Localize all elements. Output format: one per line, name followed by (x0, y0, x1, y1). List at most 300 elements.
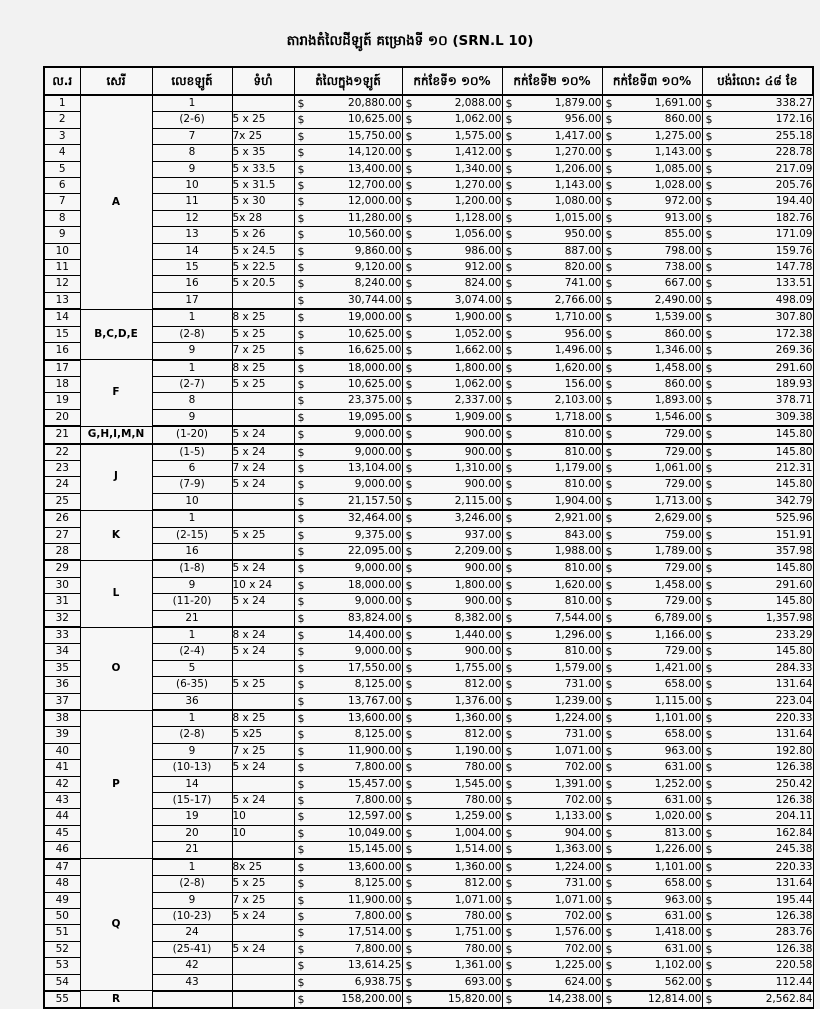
cell-deposit-month2: $ 1,879.00 (502, 95, 602, 112)
currency-symbol: $ (405, 777, 413, 791)
cell-size (232, 660, 294, 676)
currency-symbol: $ (505, 377, 513, 391)
currency-symbol: $ (505, 926, 513, 940)
cell-deposit-month1: $ 2,115.00 (402, 493, 502, 510)
currency-symbol: $ (405, 562, 413, 576)
cell-lot-number: (2-8) (152, 876, 232, 892)
currency-symbol: $ (505, 629, 513, 642)
cell-installment: $ 269.36 (702, 343, 813, 360)
table-row (44, 227, 813, 243)
currency-symbol: $ (297, 293, 305, 307)
cell-row-number: 55 (44, 991, 80, 1008)
cell-deposit-month3: $ 12,814.00 (602, 991, 702, 1008)
cell-lot-number: 1 (152, 859, 232, 876)
cell-price: $ 22,095.00 (294, 543, 402, 560)
currency-symbol: $ (297, 877, 305, 891)
currency-symbol: $ (505, 445, 513, 459)
cell-price: $ 17,550.00 (294, 660, 402, 676)
cell-lot-number: (2-6) (152, 112, 232, 128)
currency-symbol: $ (505, 843, 513, 857)
cell-price: $ 7,800.00 (294, 941, 402, 957)
cell-row-number: 24 (44, 477, 80, 493)
cell-price: $ 9,000.00 (294, 477, 402, 493)
cell-size: 5 x 25 (232, 876, 294, 892)
currency-symbol: $ (605, 975, 613, 989)
currency-symbol: $ (297, 277, 305, 291)
table-row (44, 594, 813, 610)
table-row (44, 376, 813, 392)
cell-size: 7 x 25 (232, 343, 294, 360)
cell-series: A (80, 95, 152, 309)
cell-deposit-month2: $ 7,544.00 (502, 610, 602, 627)
cell-deposit-month2: $ 1,133.00 (502, 809, 602, 825)
currency-symbol: $ (705, 678, 713, 692)
cell-installment: $ 498.09 (702, 292, 813, 309)
cell-deposit-month3: $ 2,490.00 (602, 292, 702, 309)
cell-price: $ 12,597.00 (294, 809, 402, 825)
cell-deposit-month1: $ 812.00 (402, 876, 502, 892)
cell-row-number: 17 (44, 360, 80, 377)
cell-price: $ 9,860.00 (294, 243, 402, 259)
currency-symbol: $ (405, 761, 413, 775)
currency-symbol: $ (705, 146, 713, 160)
cell-size: 8 x 25 (232, 710, 294, 727)
cell-price: $ 14,120.00 (294, 145, 402, 161)
cell-deposit-month2: $ 810.00 (502, 444, 602, 461)
cell-row-number: 7 (44, 194, 80, 210)
currency-symbol: $ (505, 428, 513, 442)
cell-deposit-month3: $ 1,421.00 (602, 660, 702, 676)
currency-symbol: $ (605, 694, 613, 708)
currency-symbol: $ (297, 195, 305, 209)
cell-size (232, 842, 294, 859)
currency-symbol: $ (505, 461, 513, 475)
cell-price: $ 9,000.00 (294, 644, 402, 660)
currency-symbol: $ (297, 694, 305, 708)
cell-installment: $ 145.80 (702, 426, 813, 443)
cell-deposit-month3: $ 1,539.00 (602, 309, 702, 326)
cell-lot-number: 9 (152, 577, 232, 593)
currency-symbol: $ (705, 562, 713, 576)
currency-symbol: $ (705, 377, 713, 391)
cell-price: $ 16,625.00 (294, 343, 402, 360)
currency-symbol: $ (605, 394, 613, 408)
cell-lot-number: 12 (152, 210, 232, 226)
cell-deposit-month1: $ 1,662.00 (402, 343, 502, 360)
column-header-no: ល.រ (44, 67, 80, 95)
cell-installment: $ 245.38 (702, 842, 813, 859)
table-row (44, 128, 813, 144)
cell-lot-number: (2-8) (152, 727, 232, 743)
currency-symbol: $ (297, 777, 305, 791)
cell-size: 8 x 25 (232, 360, 294, 377)
currency-symbol: $ (405, 909, 413, 923)
cell-deposit-month1: $ 3,074.00 (402, 292, 502, 309)
cell-deposit-month2: $ 810.00 (502, 477, 602, 493)
currency-symbol: $ (505, 794, 513, 808)
table-row (44, 760, 813, 776)
cell-deposit-month3: $ 860.00 (602, 112, 702, 128)
currency-symbol: $ (605, 893, 613, 907)
currency-symbol: $ (605, 744, 613, 758)
cell-installment: $ 220.33 (702, 859, 813, 876)
cell-deposit-month3: $ 1,275.00 (602, 128, 702, 144)
cell-row-number: 45 (44, 825, 80, 841)
cell-deposit-month3: $ 798.00 (602, 243, 702, 259)
cell-price: $ 9,120.00 (294, 260, 402, 276)
cell-row-number: 54 (44, 974, 80, 991)
cell-series: R (80, 991, 152, 1008)
currency-symbol: $ (405, 942, 413, 956)
cell-deposit-month2: $ 1,179.00 (502, 460, 602, 476)
cell-size: 5 x 25 (232, 527, 294, 543)
currency-symbol: $ (605, 777, 613, 791)
cell-installment: $ 309.38 (702, 409, 813, 426)
cell-deposit-month1: $ 1,440.00 (402, 627, 502, 644)
cell-installment: $ 250.42 (702, 776, 813, 792)
currency-symbol: $ (705, 761, 713, 775)
currency-symbol: $ (505, 544, 513, 558)
cell-deposit-month3: $ 729.00 (602, 644, 702, 660)
cell-deposit-month1: $ 1,340.00 (402, 161, 502, 177)
cell-deposit-month2: $ 624.00 (502, 974, 602, 991)
cell-row-number: 46 (44, 842, 80, 859)
cell-row-number: 47 (44, 859, 80, 876)
currency-symbol: $ (405, 97, 413, 110)
cell-row-number: 52 (44, 941, 80, 957)
cell-price: $ 32,464.00 (294, 510, 402, 527)
currency-symbol: $ (505, 595, 513, 609)
table-row (44, 309, 813, 326)
cell-installment: $ 145.80 (702, 477, 813, 493)
cell-price: $ 8,125.00 (294, 677, 402, 693)
currency-symbol: $ (297, 728, 305, 742)
table-row (44, 710, 813, 727)
cell-deposit-month3: $ 1,166.00 (602, 627, 702, 644)
cell-installment: $ 147.78 (702, 260, 813, 276)
cell-deposit-month1: $ 1,360.00 (402, 859, 502, 876)
cell-installment: $ 284.33 (702, 660, 813, 676)
cell-deposit-month3: $ 738.00 (602, 260, 702, 276)
table-row (44, 859, 813, 876)
table-row (44, 958, 813, 974)
cell-price: $ 9,375.00 (294, 527, 402, 543)
currency-symbol: $ (297, 744, 305, 758)
cell-size: 5 x25 (232, 727, 294, 743)
table-header (44, 67, 813, 95)
cell-deposit-month2: $ 741.00 (502, 276, 602, 292)
cell-price: $ 9,000.00 (294, 426, 402, 443)
currency-symbol: $ (297, 893, 305, 907)
cell-price: $ 12,000.00 (294, 194, 402, 210)
currency-symbol: $ (405, 645, 413, 659)
cell-deposit-month3: $ 1,893.00 (602, 393, 702, 409)
cell-price: $ 8,240.00 (294, 276, 402, 292)
currency-symbol: $ (297, 645, 305, 659)
table-row (44, 693, 813, 710)
cell-deposit-month1: $ 1,128.00 (402, 210, 502, 226)
cell-installment: $ 228.78 (702, 145, 813, 161)
table-row (44, 194, 813, 210)
currency-symbol: $ (605, 410, 613, 424)
currency-symbol: $ (705, 544, 713, 558)
currency-symbol: $ (705, 777, 713, 791)
currency-symbol: $ (297, 494, 305, 508)
currency-symbol: $ (705, 810, 713, 824)
cell-price: $ 10,625.00 (294, 326, 402, 342)
cell-size (232, 510, 294, 527)
cell-price: $ 8,125.00 (294, 876, 402, 892)
cell-installment: $ 145.80 (702, 594, 813, 610)
currency-symbol: $ (705, 843, 713, 857)
currency-symbol: $ (297, 361, 305, 375)
currency-symbol: $ (297, 562, 305, 576)
currency-symbol: $ (505, 146, 513, 160)
cell-deposit-month3: $ 729.00 (602, 444, 702, 461)
currency-symbol: $ (705, 578, 713, 592)
currency-symbol: $ (405, 344, 413, 358)
table-row (44, 644, 813, 660)
currency-symbol: $ (705, 975, 713, 989)
cell-deposit-month3: $ 1,458.00 (602, 577, 702, 593)
currency-symbol: $ (605, 211, 613, 225)
cell-row-number: 1 (44, 95, 80, 112)
currency-symbol: $ (605, 277, 613, 291)
currency-symbol: $ (405, 179, 413, 193)
currency-symbol: $ (705, 926, 713, 940)
cell-row-number: 25 (44, 493, 80, 510)
currency-symbol: $ (505, 410, 513, 424)
currency-symbol: $ (405, 975, 413, 989)
cell-deposit-month3: $ 1,226.00 (602, 842, 702, 859)
cell-deposit-month2: $ 1,988.00 (502, 543, 602, 560)
cell-size: 5 x 26 (232, 227, 294, 243)
cell-deposit-month1: $ 1,545.00 (402, 776, 502, 792)
cell-deposit-month3: $ 1,458.00 (602, 360, 702, 377)
cell-size: 8 x 25 (232, 309, 294, 326)
currency-symbol: $ (605, 712, 613, 726)
currency-symbol: $ (705, 113, 713, 127)
cell-installment: $ 233.29 (702, 627, 813, 644)
cell-lot-number: 16 (152, 276, 232, 292)
table-row (44, 276, 813, 292)
cell-row-number: 5 (44, 161, 80, 177)
currency-symbol: $ (605, 528, 613, 542)
cell-deposit-month3: $ 860.00 (602, 326, 702, 342)
cell-row-number: 28 (44, 543, 80, 560)
cell-lot-number: 17 (152, 292, 232, 309)
cell-deposit-month3: $ 963.00 (602, 892, 702, 908)
cell-installment: $ 145.80 (702, 444, 813, 461)
table-row (44, 825, 813, 841)
currency-symbol: $ (505, 97, 513, 110)
cell-deposit-month1: $ 2,337.00 (402, 393, 502, 409)
cell-lot-number (152, 991, 232, 1008)
currency-symbol: $ (705, 595, 713, 609)
currency-symbol: $ (605, 826, 613, 840)
cell-row-number: 22 (44, 444, 80, 461)
cell-lot-number: (7-9) (152, 477, 232, 493)
cell-price: $ 83,824.00 (294, 610, 402, 627)
currency-symbol: $ (705, 179, 713, 193)
cell-price: $ 21,157.50 (294, 493, 402, 510)
currency-symbol: $ (505, 694, 513, 708)
cell-deposit-month2: $ 731.00 (502, 677, 602, 693)
currency-symbol: $ (405, 877, 413, 891)
cell-lot-number: 21 (152, 842, 232, 859)
table-row (44, 991, 813, 1008)
cell-series: J (80, 444, 152, 511)
cell-size (232, 292, 294, 309)
currency-symbol: $ (705, 293, 713, 307)
currency-symbol: $ (405, 694, 413, 708)
currency-symbol: $ (505, 728, 513, 742)
table-row (44, 178, 813, 194)
currency-symbol: $ (705, 992, 713, 1006)
cell-size: 10 x 24 (232, 577, 294, 593)
cell-size (232, 95, 294, 112)
table-row (44, 360, 813, 377)
cell-size: 5 x 25 (232, 326, 294, 342)
cell-deposit-month2: $ 843.00 (502, 527, 602, 543)
table-body (44, 95, 813, 1008)
cell-deposit-month1: $ 780.00 (402, 941, 502, 957)
cell-row-number: 9 (44, 227, 80, 243)
cell-deposit-month2: $ 1,579.00 (502, 660, 602, 676)
cell-deposit-month2: $ 1,143.00 (502, 178, 602, 194)
currency-symbol: $ (297, 410, 305, 424)
currency-symbol: $ (505, 562, 513, 576)
cell-deposit-month1: $ 1,376.00 (402, 693, 502, 710)
currency-symbol: $ (505, 129, 513, 143)
currency-symbol: $ (605, 992, 613, 1006)
currency-symbol: $ (505, 992, 513, 1006)
cell-deposit-month2: $ 1,296.00 (502, 627, 602, 644)
currency-symbol: $ (705, 162, 713, 176)
currency-symbol: $ (605, 810, 613, 824)
cell-installment: $ 126.38 (702, 793, 813, 809)
cell-installment: $ 220.33 (702, 710, 813, 727)
cell-lot-number: 7 (152, 128, 232, 144)
currency-symbol: $ (297, 377, 305, 391)
table-row (44, 892, 813, 908)
cell-price: $ 13,600.00 (294, 859, 402, 876)
cell-installment: $ 182.76 (702, 210, 813, 226)
cell-installment: $ 223.04 (702, 693, 813, 710)
currency-symbol: $ (505, 826, 513, 840)
cell-lot-number: 6 (152, 460, 232, 476)
cell-row-number: 18 (44, 376, 80, 392)
currency-symbol: $ (505, 877, 513, 891)
cell-size: 5 x 25 (232, 677, 294, 693)
cell-deposit-month3: $ 631.00 (602, 793, 702, 809)
currency-symbol: $ (605, 228, 613, 242)
cell-size: 5 x 24 (232, 594, 294, 610)
currency-symbol: $ (405, 712, 413, 726)
currency-symbol: $ (505, 678, 513, 692)
currency-symbol: $ (297, 992, 305, 1006)
cell-deposit-month2: $ 702.00 (502, 793, 602, 809)
cell-size: 5 x 25 (232, 376, 294, 392)
currency-symbol: $ (405, 244, 413, 258)
cell-deposit-month3: $ 2,629.00 (602, 510, 702, 527)
cell-size: 7 x 25 (232, 743, 294, 759)
currency-symbol: $ (605, 344, 613, 358)
currency-symbol: $ (405, 327, 413, 341)
cell-size: 5 x 33.5 (232, 161, 294, 177)
cell-row-number: 32 (44, 610, 80, 627)
cell-size (232, 974, 294, 991)
currency-symbol: $ (405, 926, 413, 940)
currency-symbol: $ (605, 645, 613, 659)
cell-lot-number: (2-15) (152, 527, 232, 543)
cell-deposit-month1: $ 1,360.00 (402, 710, 502, 727)
currency-symbol: $ (605, 361, 613, 375)
cell-deposit-month1: $ 1,800.00 (402, 360, 502, 377)
currency-symbol: $ (405, 377, 413, 391)
cell-row-number: 38 (44, 710, 80, 727)
currency-symbol: $ (705, 211, 713, 225)
currency-symbol: $ (705, 361, 713, 375)
cell-size: 5 x 24 (232, 426, 294, 443)
currency-symbol: $ (605, 761, 613, 775)
currency-symbol: $ (705, 261, 713, 275)
cell-deposit-month1: $ 15,820.00 (402, 991, 502, 1008)
currency-symbol: $ (505, 661, 513, 675)
cell-deposit-month3: $ 658.00 (602, 727, 702, 743)
cell-row-number: 36 (44, 677, 80, 693)
cell-price: $ 158,200.00 (294, 991, 402, 1008)
cell-price: $ 9,000.00 (294, 444, 402, 461)
cell-installment: $ 342.79 (702, 493, 813, 510)
table-row (44, 493, 813, 510)
cell-deposit-month1: $ 1,361.00 (402, 958, 502, 974)
cell-size: 5 x 24 (232, 477, 294, 493)
cell-installment: $ 204.11 (702, 809, 813, 825)
currency-symbol: $ (605, 97, 613, 110)
cell-installment: $ 189.93 (702, 376, 813, 392)
cell-lot-number: 11 (152, 194, 232, 210)
cell-price: $ 13,767.00 (294, 693, 402, 710)
currency-symbol: $ (405, 578, 413, 592)
cell-size (232, 493, 294, 510)
currency-symbol: $ (405, 826, 413, 840)
cell-installment: $ 159.76 (702, 243, 813, 259)
currency-symbol: $ (605, 942, 613, 956)
currency-symbol: $ (405, 461, 413, 475)
cell-deposit-month2: $ 956.00 (502, 326, 602, 342)
cell-deposit-month2: $ 1,496.00 (502, 343, 602, 360)
cell-deposit-month2: $ 731.00 (502, 727, 602, 743)
currency-symbol: $ (705, 528, 713, 542)
currency-symbol: $ (405, 661, 413, 675)
cell-deposit-month1: $ 1,062.00 (402, 376, 502, 392)
currency-symbol: $ (705, 311, 713, 325)
cell-size: 5 x 25 (232, 112, 294, 128)
currency-symbol: $ (605, 377, 613, 391)
cell-size: 8x 25 (232, 859, 294, 876)
currency-symbol: $ (405, 794, 413, 808)
currency-symbol: $ (705, 478, 713, 492)
currency-symbol: $ (505, 611, 513, 625)
currency-symbol: $ (405, 512, 413, 526)
cell-row-number: 50 (44, 908, 80, 924)
cell-row-number: 27 (44, 527, 80, 543)
cell-deposit-month3: $ 1,102.00 (602, 958, 702, 974)
currency-symbol: $ (297, 926, 305, 940)
cell-lot-number: 13 (152, 227, 232, 243)
table-row (44, 809, 813, 825)
